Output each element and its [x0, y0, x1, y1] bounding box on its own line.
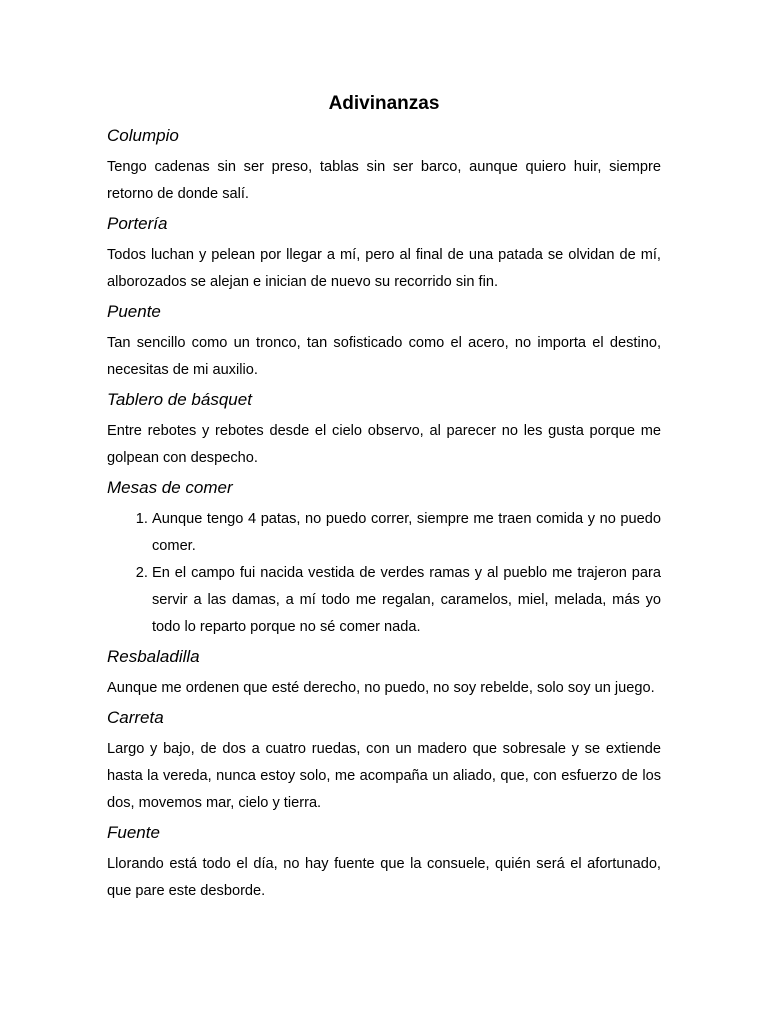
- section-tablero-de-basquet: [107, 388, 661, 472]
- riddle-text: Tan sencillo como un tronco, tan sofisticado como el acero, no importa el destino, necesitas de mi auxilio.: [107, 335, 661, 378]
- list-item: 2. En el campo fui nacida vestida de verdes ramas y al pueblo me trajeron para servir a las damas, a mí todo me regalan, caramelos, miel, melada, más yo todo lo reparto porque no sé comer nada.: [152, 560, 661, 641]
- section-heading: Puente: [107, 302, 161, 321]
- section-puente: [107, 300, 661, 384]
- riddle-text: Todos luchan y pelean por llegar a mí, pero al final de una patada se olvidan de mí, alborozados se alejan e inician de nuevo su recorrido sin fin.: [107, 247, 661, 290]
- section-fuente: [107, 821, 661, 905]
- section-heading: Mesas de comer: [107, 478, 233, 497]
- page-title: Adivinanzas: [328, 93, 440, 114]
- riddle-text: Largo y bajo, de dos a cuatro ruedas, con un madero que sobresale y se extiende hasta la vereda, nunca estoy solo, me acompaña un aliado, que, con esfuerzo de los dos, movemos mar, cielo y tierra.: [107, 741, 661, 811]
- section-heading: Portería: [107, 214, 168, 233]
- list-item: 1. Aunque tengo 4 patas, no puedo correr, siempre me traen comida y no puedo comer.: [152, 506, 661, 560]
- section-heading: Columpio: [107, 126, 179, 145]
- section-resbaladilla: [107, 645, 661, 702]
- section-carreta: [107, 706, 661, 817]
- section-heading: Resbaladilla: [107, 647, 200, 666]
- section-heading: Fuente: [107, 823, 160, 842]
- riddle-text: Entre rebotes y rebotes desde el cielo observo, al parecer no les gusta porque me golpean con despecho.: [107, 423, 661, 466]
- riddle-text: Aunque me ordenen que esté derecho, no puedo, no soy rebelde, solo soy un juego.: [107, 680, 655, 696]
- section-porteria: [107, 212, 661, 296]
- riddle-list: [107, 506, 661, 641]
- riddle-text: Tengo cadenas sin ser preso, tablas sin ser barco, aunque quiero huir, siempre retorno de donde salí.: [107, 159, 661, 202]
- section-columpio: [107, 124, 661, 208]
- section-heading: Carreta: [107, 708, 164, 727]
- section-heading: Tablero de básquet: [107, 390, 252, 409]
- section-mesas-de-comer: [107, 476, 661, 641]
- riddle-text: Llorando está todo el día, no hay fuente que la consuele, quién será el afortunado, que pare este desborde.: [107, 856, 661, 899]
